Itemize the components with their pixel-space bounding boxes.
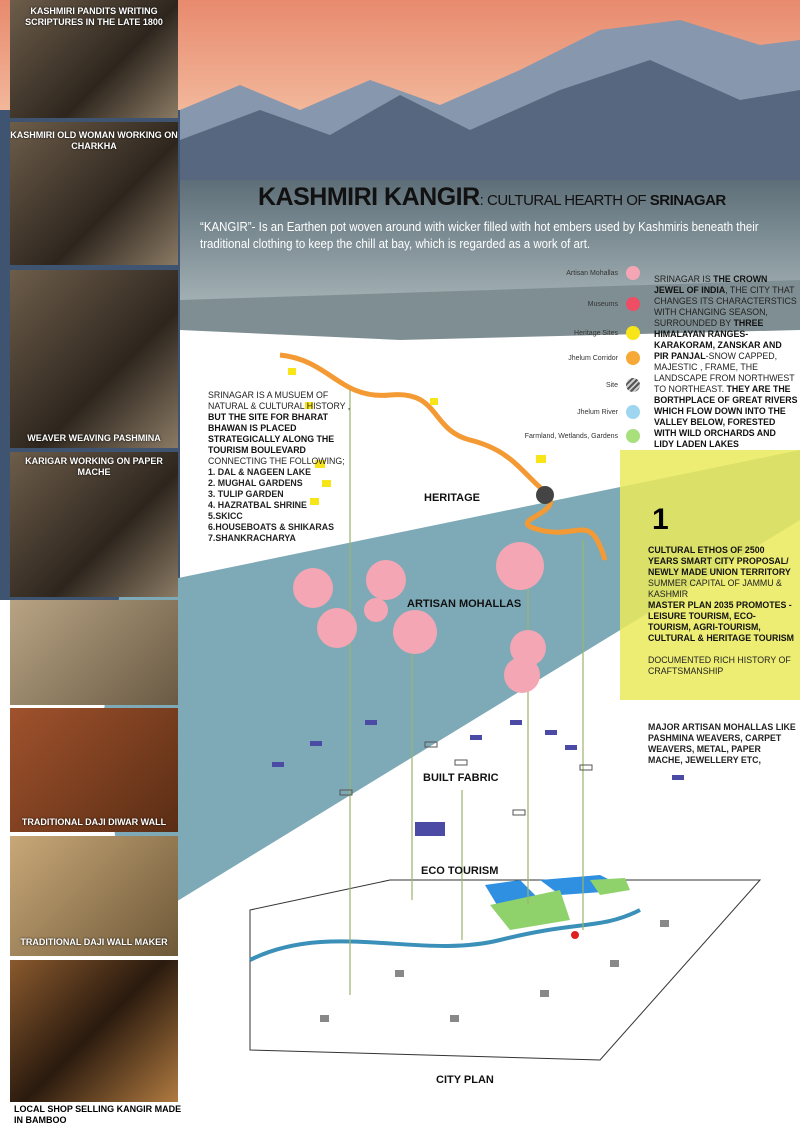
red-dot-icon [626, 297, 640, 311]
layer-label-artisan: ARTISAN MOHALLAS [407, 598, 522, 610]
legend-item: Farmland, Wetlands, Gardens [525, 429, 640, 443]
srinagar-description: SRINAGAR IS THE CROWN JEWEL OF INDIA, THE CITY THAT CHANGES ITS CHARACTERSTICS WITH CHANGING SEASON, SURROUNDED BY THREE HIMALAYAN RANGES-KARAKORAM, ZANSKAR AND PIR PANJAL-SNOW CAPPED, MAJESTIC , FRAME, THE LANDSCAPE FROM NORTHWEST TO NORTHEAST. THEY ARE THE BORTHPLACE OF GREAT RIVERS WHICH FLOW DOWN INTO THE VALLEY BELOW, FORESTED WITH WILD ORCHARDS AND LIDY LADEN LAKES [654, 274, 798, 449]
yellow-info-box: CULTURAL ETHOS OF 2500 YEARS SMART CITY PROPOSAL/ NEWLY MADE UNION TERRITORY SUMMER CAPITAL OF JAMMU & KASHMIR MASTER PLAN 2035 PROMOTES - LEISURE TOURISM, ECO- TOURISM, AGRI-TOURISM, CULTURAL & HERITAGE TOURISM DOCUMENTED RICH HISTORY OF CRAFTSMANSHIP [648, 545, 794, 676]
legend-item: Jhelum Corridor [568, 351, 640, 365]
photo-charkha [10, 122, 178, 265]
photo-caption: KASHMIRI PANDITS WRITING SCRIPTURES IN THE LATE 1800 [25, 6, 163, 27]
photo-caption: KARIGAR WORKING ON PAPER MACHE [25, 456, 163, 477]
photo-workshop [10, 600, 178, 705]
photo-caption: TRADITIONAL DAJI WALL MAKER [20, 937, 168, 947]
hatched-dot-icon [626, 378, 640, 392]
legend-item: Site [606, 378, 640, 392]
photo-weaver [10, 270, 178, 448]
panel-number: 1 [652, 503, 669, 536]
legend-item: Museums [588, 297, 640, 311]
layer-label-eco: ECO TOURISM [421, 865, 499, 877]
photo-kangir-shop [10, 960, 178, 1102]
photo-caption: TRADITIONAL DAJI DIWAR WALL [21, 817, 167, 827]
page-title: KASHMIRI KANGIR: CULTURAL HEARTH OF SRINAGAR [258, 183, 726, 211]
green-dot-icon [626, 429, 640, 443]
yellow-dot-icon [626, 326, 640, 340]
layer-label-built: BUILT FABRIC [423, 772, 499, 784]
museum-description: SRINAGAR IS A MUSUEM OF NATURAL & CULTURAL HISTORY , BUT THE SITE FOR BHARAT BHAWAN IS PLACED STRATEGICALLY ALONG THE TOURISM BOULEVARD CONNECTING THE FOLLOWING; 1. DAL & NAGEEN LAKE 2. MUGHAL GARDENS 3. TULIP GARDEN 4. HAZRATBAL SHRINE 5.SKICC 6.HOUSEBOATS & SHIKARAS 7.SHANKRACHARYA [208, 390, 351, 543]
orange-dot-icon [626, 351, 640, 365]
photo-daji-wall [10, 708, 178, 832]
kangir-intro: “KANGIR”- Is an Earthen pot woven around with wicker filled with hot embers used by Kashmiris beneath their traditional clothing to keep the chill at bay, which is regarded as a work of art. [200, 219, 759, 251]
artisan-description: MAJOR ARTISAN MOHALLAS LIKE PASHMINA WEAVERS, CARPET WEAVERS, METAL, PAPER MACHE, JEWELLERY ETC, [648, 722, 796, 765]
photo-karigar [10, 452, 178, 597]
legend-item: Jhelum River [577, 405, 640, 419]
layer-label-heritage: HERITAGE [424, 492, 481, 504]
photo-caption: WEAVER WEAVING PASHMINA [27, 433, 161, 443]
legend-item: Heritage Sites [574, 326, 640, 340]
photo-wall-maker [10, 836, 178, 956]
legend-item: Artisan Mohallas [566, 266, 640, 280]
pink-dot-icon [626, 266, 640, 280]
layer-label-city: CITY PLAN [436, 1074, 494, 1086]
photo-caption: KASHMIRI OLD WOMAN WORKING ON CHARKHA [10, 130, 178, 151]
blue-dot-icon [626, 405, 640, 419]
kangir-shop-caption: LOCAL SHOP SELLING KANGIR MADE IN BAMBOO [14, 1104, 182, 1125]
photo-pandits [10, 0, 178, 118]
